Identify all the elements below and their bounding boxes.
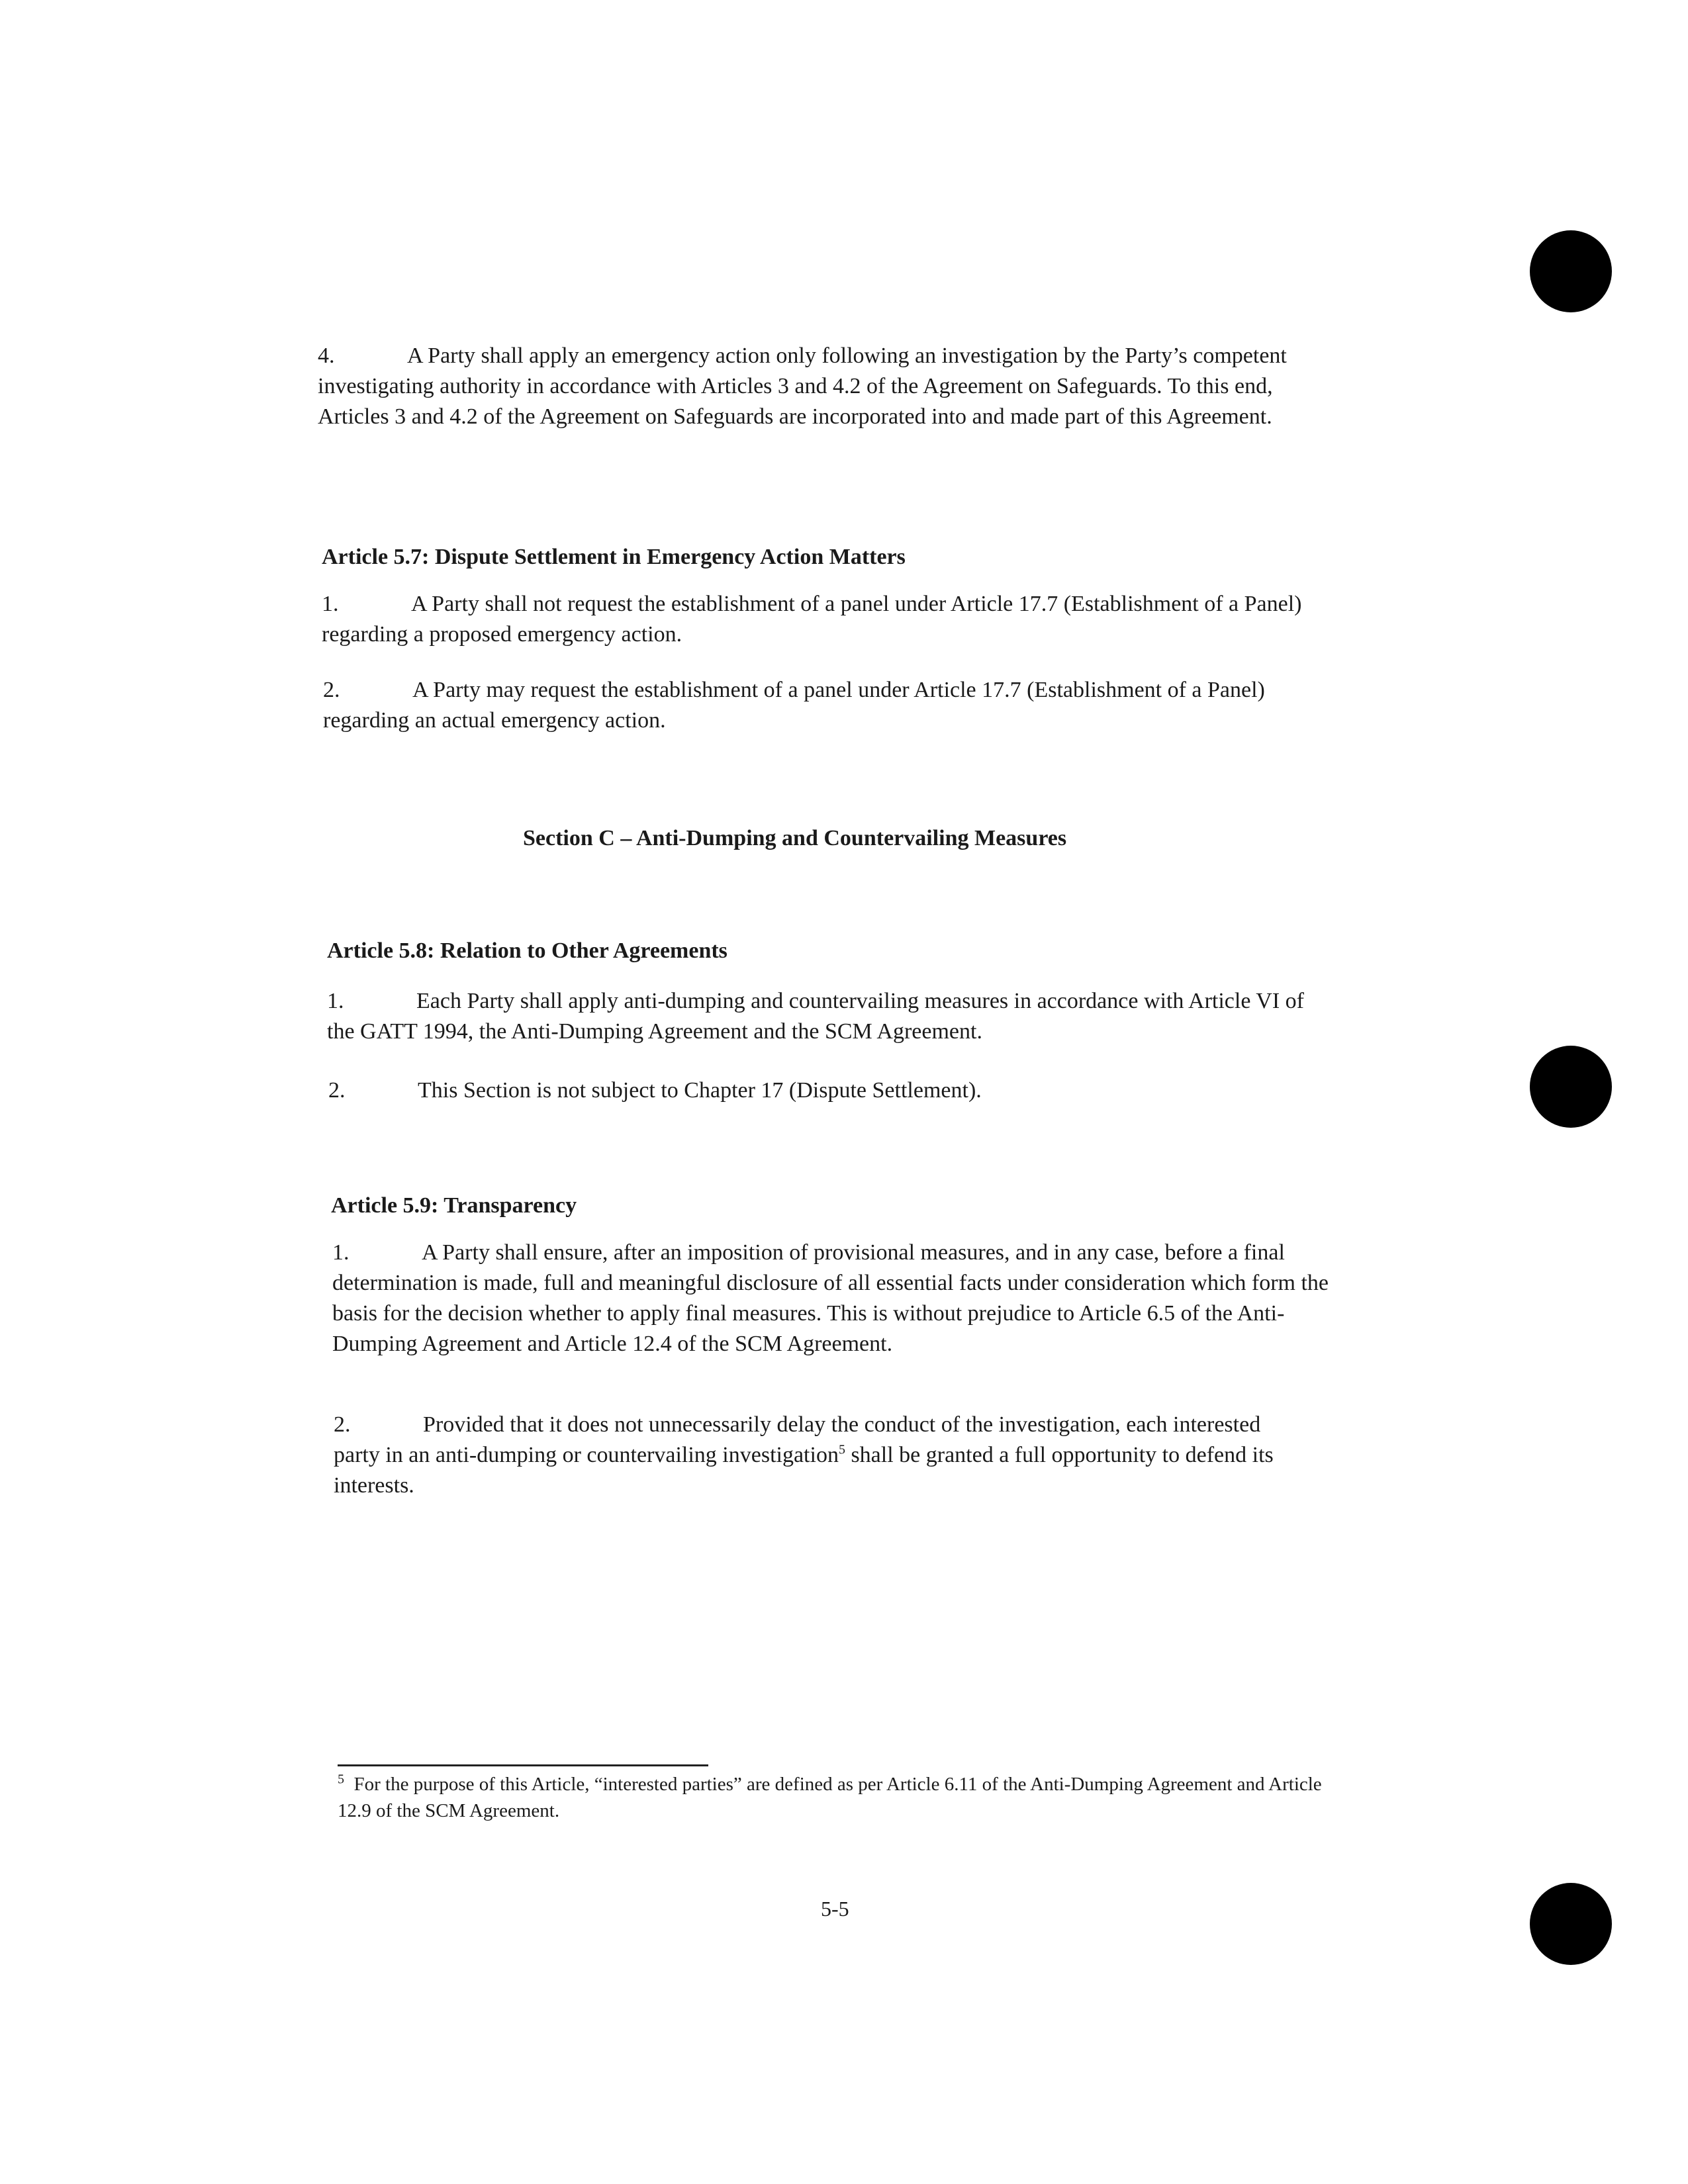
- footnote-marker: 5: [338, 1772, 344, 1787]
- paragraph-text: A Party may request the establishment of a panel under Article 17.7 (Establishment of a Panel) regarding an actual emergency action.: [323, 678, 1265, 733]
- paragraph-number: 1.: [322, 592, 339, 616]
- article-5-9-heading: Article 5.9: Transparency: [331, 1193, 577, 1218]
- footnote-reference: 5: [838, 1442, 845, 1457]
- article-5-9-paragraph-1: [332, 1238, 1352, 1359]
- article-5-8-paragraph-1: [327, 986, 1320, 1047]
- punch-hole-top: [1530, 230, 1612, 312]
- page-number: 5-5: [821, 1897, 849, 1921]
- article-5-9-paragraph-2: [334, 1410, 1307, 1501]
- footnote-text: For the purpose of this Article, “interested parties” are defined as per Article 6.11 of the Anti-Dumping Agreement and Article 12.9 of the SCM Agreement.: [338, 1774, 1322, 1821]
- article-5-7-paragraph-1: [322, 589, 1321, 650]
- footnote-separator: [338, 1764, 708, 1766]
- paragraph-number: 2.: [328, 1078, 346, 1103]
- paragraph-number: 2.: [323, 678, 340, 702]
- article-5-7-paragraph-2: [323, 675, 1329, 736]
- article-5-6-paragraph-4: [318, 341, 1317, 432]
- paragraph-text: Each Party shall apply anti-dumping and countervailing measures in accordance with Article VI of the GATT 1994, the Anti-Dumping Agreement and the SCM Agreement.: [327, 989, 1305, 1044]
- paragraph-number: 4.: [318, 343, 335, 368]
- article-5-7-heading: Article 5.7: Dispute Settlement in Emergency Action Matters: [322, 545, 906, 569]
- article-5-8-paragraph-2: [328, 1075, 1321, 1106]
- paragraph-text: A Party shall ensure, after an imposition of provisional measures, and in any case, before a final determination is made, full and meaningful disclosure of all essential facts under consideration which form the basis for the decision whether to apply final measures. This is without prejudice to Article 6.5 of the Anti-Dumping Agreement and Article 12.4 of the SCM Agreement.: [332, 1240, 1329, 1356]
- paragraph-number: 1.: [332, 1240, 350, 1265]
- punch-hole-middle: [1530, 1046, 1612, 1128]
- paragraph-text: A Party shall apply an emergency action only following an investigation by the Party’s competent investigating authority in accordance with Articles 3 and 4.2 of the Agreement on Safeguards. To this end, Articles 3 and 4.2 of the Agreement on Safeguards are incorporated into and made part of this Agreement.: [318, 343, 1287, 429]
- paragraph-number: 2.: [334, 1412, 351, 1437]
- paragraph-text-continued: shall be granted a full opportunity to defend its interests.: [334, 1443, 1274, 1498]
- article-5-8-heading: Article 5.8: Relation to Other Agreements: [327, 938, 727, 963]
- paragraph-number: 1.: [327, 989, 344, 1013]
- punch-hole-bottom: [1530, 1883, 1612, 1965]
- section-c-heading: Section C – Anti-Dumping and Countervailing Measures: [523, 826, 1067, 850]
- paragraph-text: A Party shall not request the establishment of a panel under Article 17.7 (Establishment of a Panel) regarding a proposed emergency action.: [322, 592, 1302, 647]
- paragraph-text: This Section is not subject to Chapter 17 (Dispute Settlement).: [418, 1078, 982, 1103]
- paragraph-text: Provided that it does not unnecessarily delay the conduct of the investigation, each interested party in an anti-dumping or countervailing investigation: [334, 1412, 1261, 1467]
- footnote-5: [338, 1771, 1331, 1824]
